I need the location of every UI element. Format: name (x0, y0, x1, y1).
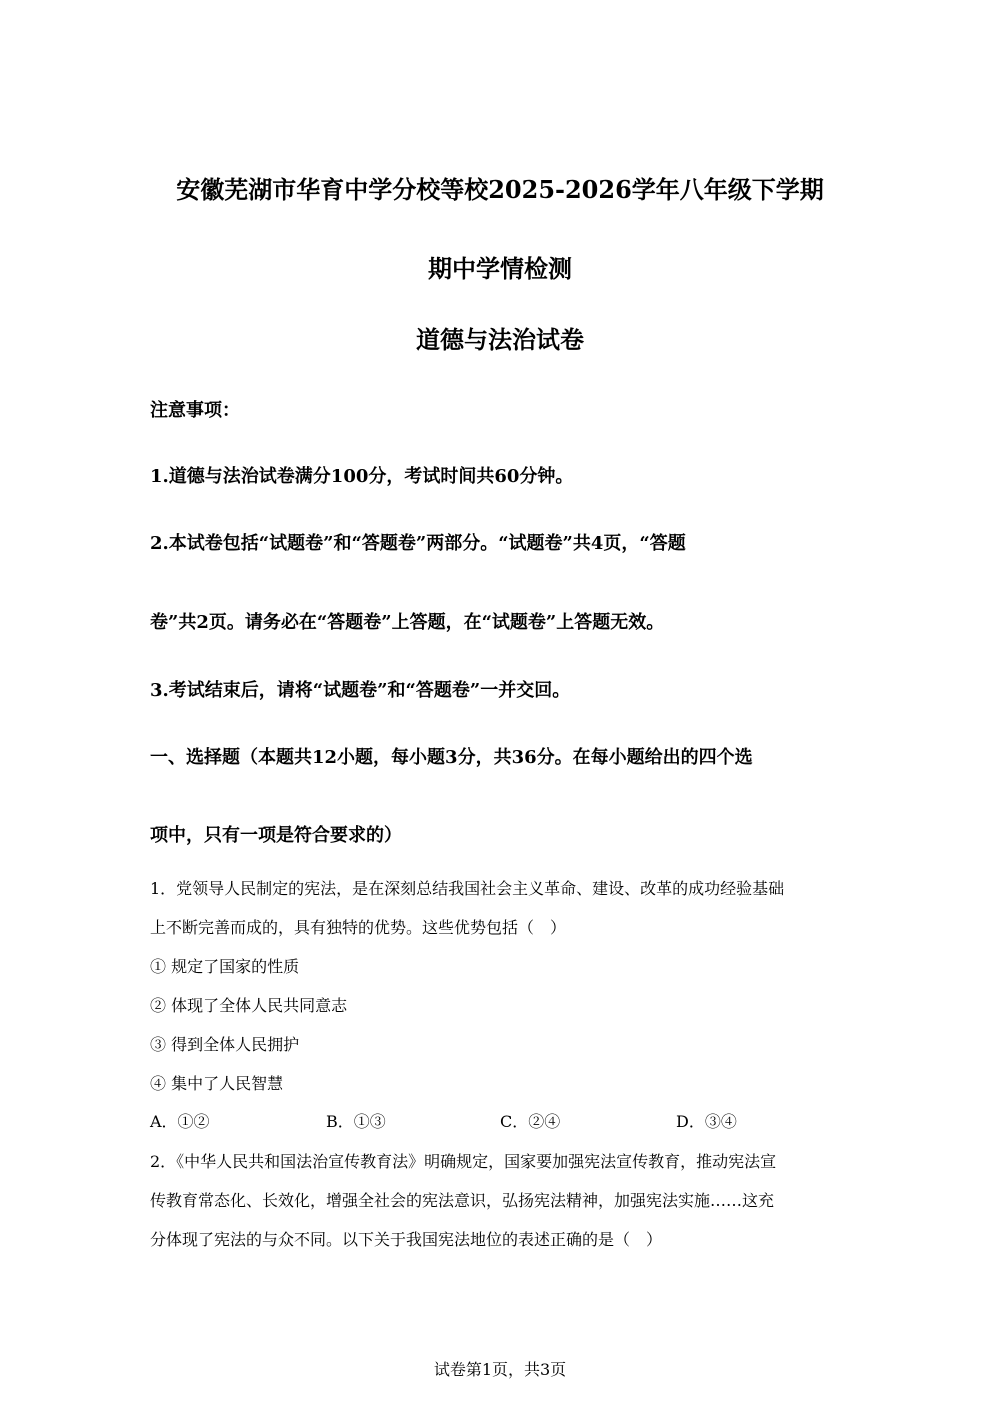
exam-title-line2: 期中学情检测 (428, 254, 572, 283)
notes-item-3: 3.考试结束后，请将“试题卷”和“答题卷”一并交回。 (150, 680, 571, 701)
question-2-line2: 传教育常态化、长效化，增强全社会的宪法意识，弘扬宪法精神，加强宪法实施……这充 (150, 1191, 775, 1210)
question-1-statement-2: ② 体现了全体人民共同意志 (150, 996, 348, 1015)
notes-heading: 注意事项： (150, 400, 240, 421)
page-footer: 试卷第1页，共3页 (433, 1360, 567, 1379)
question-1-statement-4: ④ 集中了人民智慧 (150, 1074, 284, 1093)
exam-title-line1: 安徽芜湖市华育中学分校等校2025-2026学年八年级下学期 (176, 175, 824, 204)
question-2-line3: 分体现了宪法的与众不同。以下关于我国宪法地位的表述正确的是（ ） (150, 1230, 663, 1249)
question-1-option-a: A．①② (150, 1112, 210, 1131)
section-heading-line1: 一、选择题（本题共12小题，每小题3分，共36分。在每小题给出的四个选 (150, 747, 753, 768)
notes-item-1: 1.道德与法治试卷满分100分，考试时间共60分钟。 (150, 466, 574, 487)
question-1-line1: 1．党领导人民制定的宪法，是在深刻总结我国社会主义革命、建设、改革的成功经验基础 (150, 879, 785, 898)
question-1-option-d: D．③④ (676, 1112, 737, 1131)
section-heading-line2: 项中，只有一项是符合要求的） (150, 825, 402, 846)
question-1-statement-1: ① 规定了国家的性质 (150, 957, 300, 976)
question-1-statement-3: ③ 得到全体人民拥护 (150, 1035, 300, 1054)
question-2-line1: 2．《中华人民共和国法治宣传教育法》明确规定，国家要加强宪法宣传教育，推动宪法宣 (150, 1152, 777, 1171)
question-1-option-c: C．②④ (500, 1112, 561, 1131)
question-1-option-b: B．①③ (326, 1112, 386, 1131)
notes-item-2-line2: 卷”共2页。请务必在“答题卷”上答题，在“试题卷”上答题无效。 (150, 612, 665, 633)
notes-item-2-line1: 2.本试卷包括“试题卷”和“答题卷”两部分。“试题卷”共4页，“答题 (150, 533, 686, 554)
exam-subject-title: 道德与法治试卷 (416, 325, 584, 354)
question-1-line2: 上不断完善而成的，具有独特的优势。这些优势包括（ ） (150, 918, 567, 937)
